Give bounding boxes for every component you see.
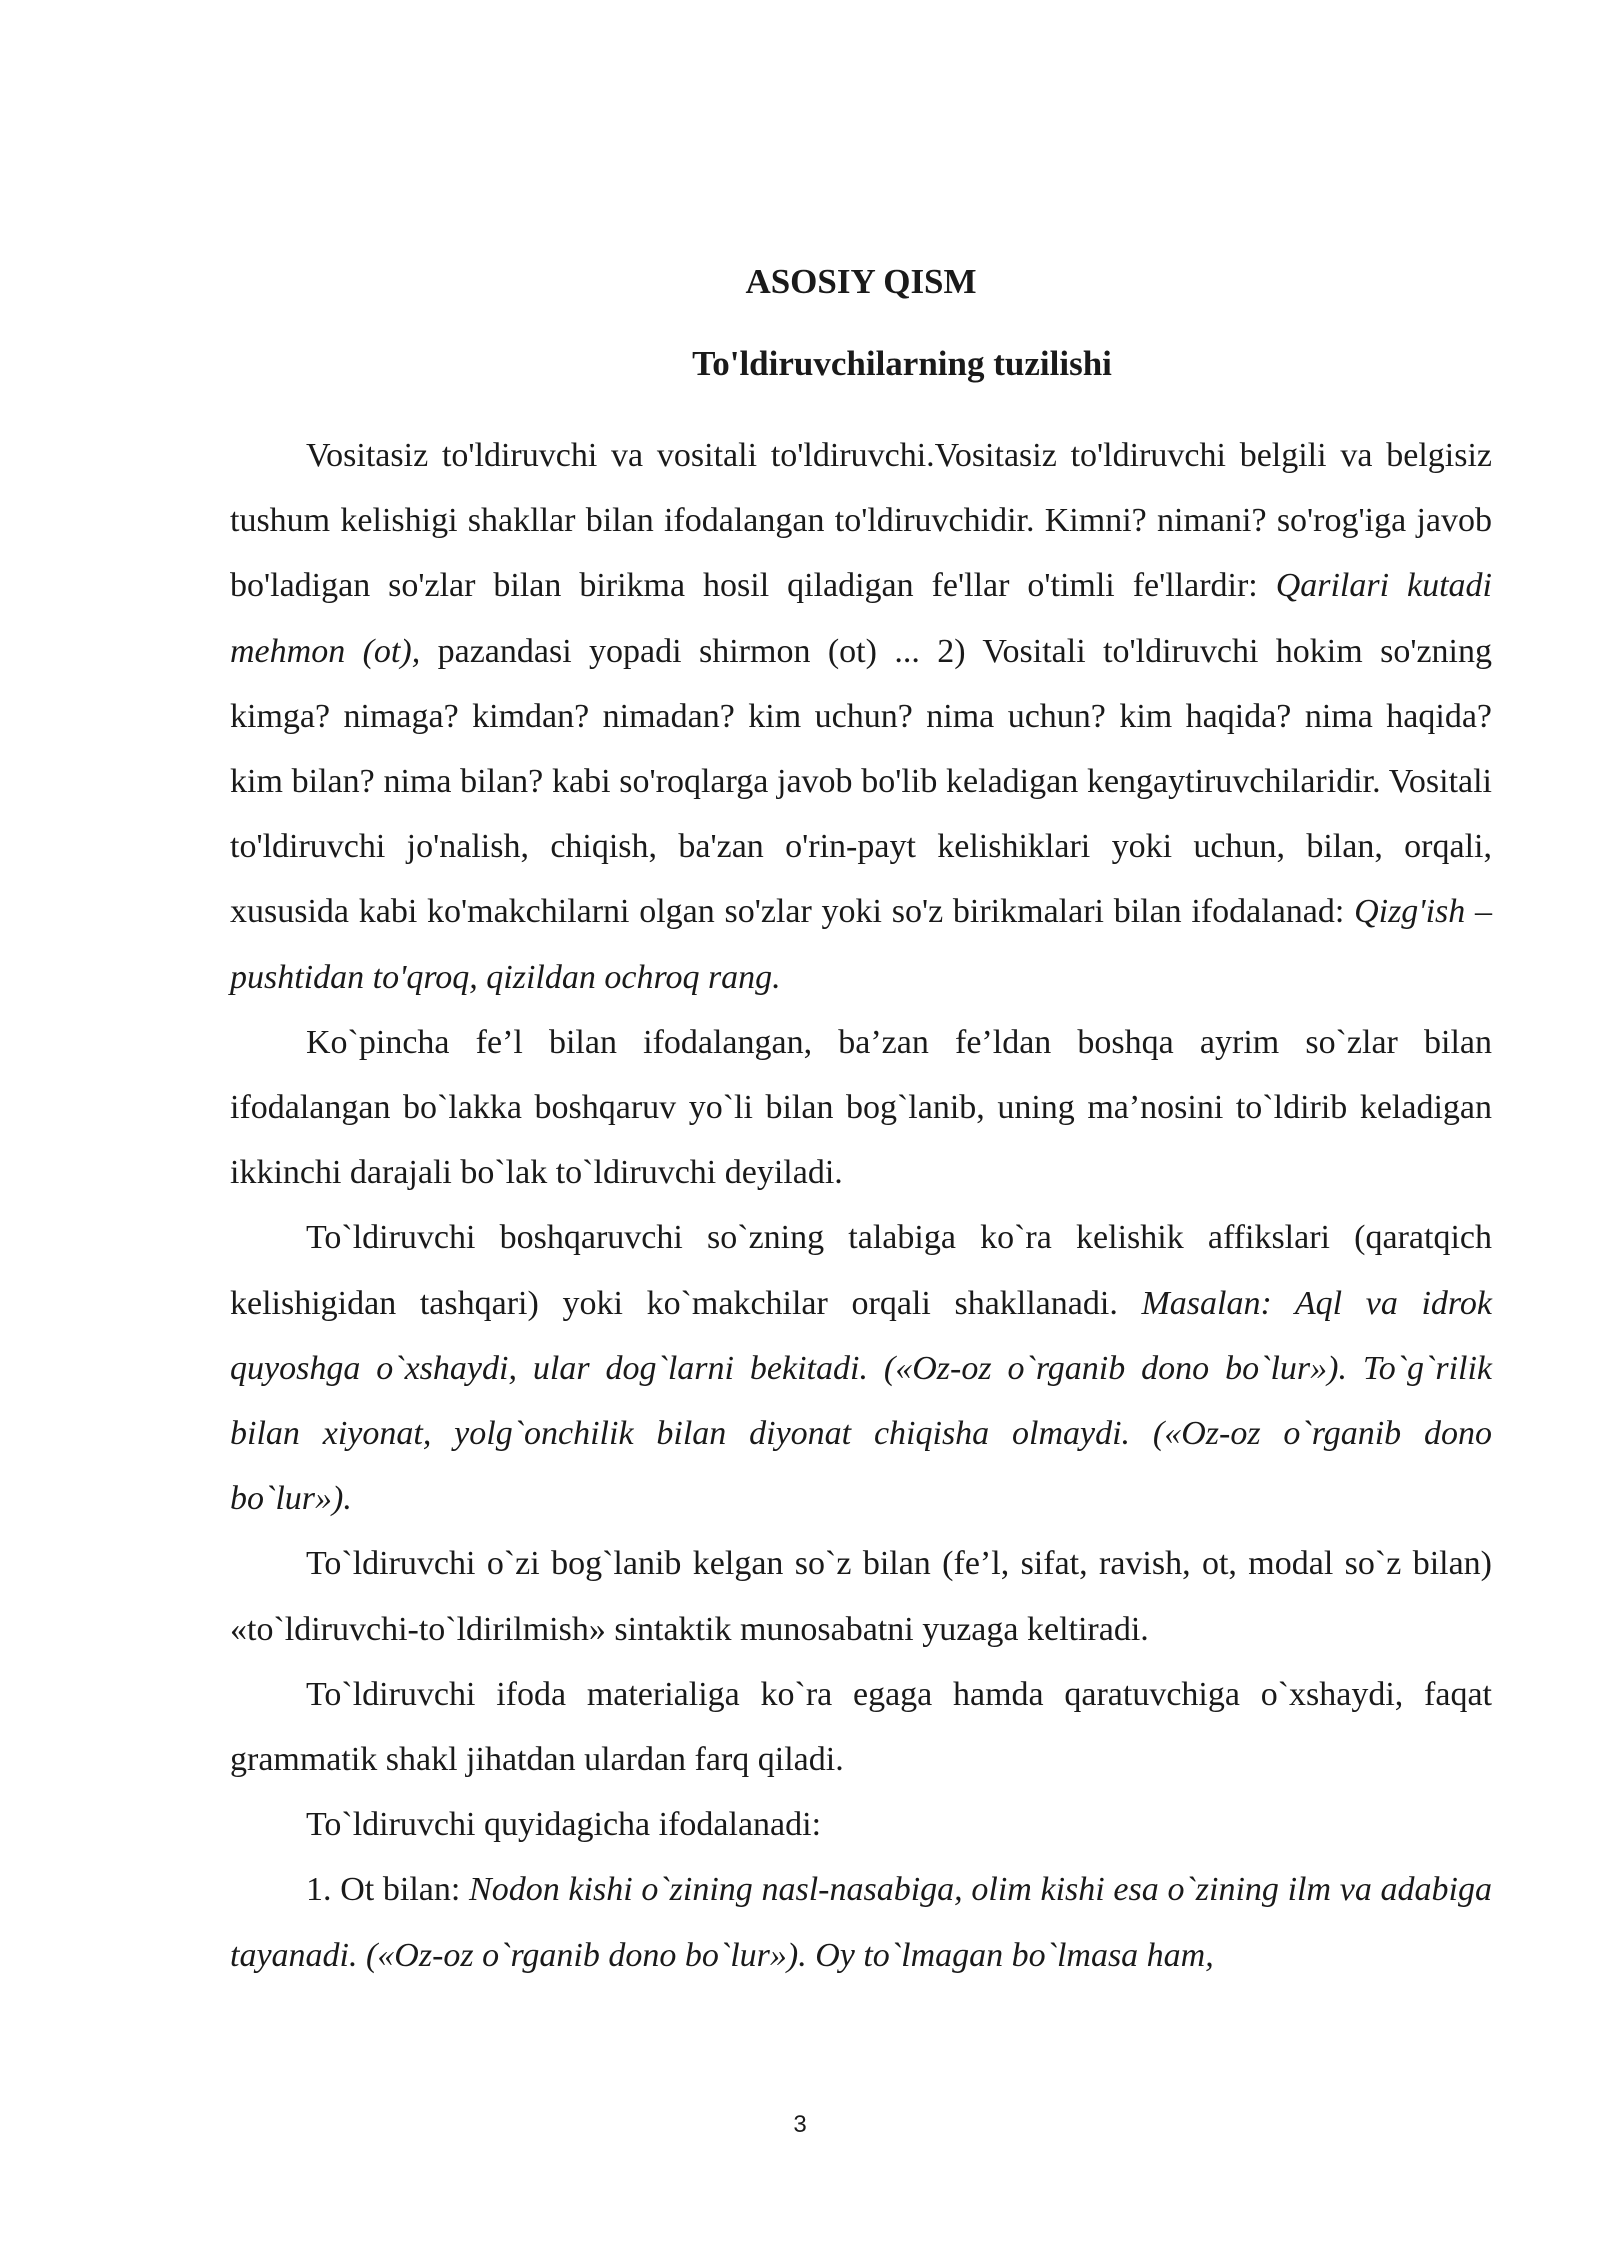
italic-example: Qizg'ish – pushtidan to'qroq, qizildan ochroq rang. [230,893,1492,996]
text-run: To`ldiruvchi ifoda materialiga ko`ra egaga hamda qaratuvchiga o`xshaydi, faqat grammatik shakl jihatdan ulardan farq qiladi. [230,1675,1492,1779]
section-subtitle: To'ldiruvchilarning tuzilishi [692,344,1112,383]
paragraph [230,1662,1492,1792]
text-run: To`ldiruvchi quyidagicha ifodalanadi: [306,1806,822,1844]
paragraph [230,1857,1492,1987]
italic-example: Masalan: Aql va idrok quyoshga o`xshaydi, ular dog`larni bekitadi. («Oz-oz o`rganib dono bo`lur»). To`g`rilik bilan xiyonat, yolg`onchilik bilan diyonat chiqisha olmaydi. («Oz-oz o`rganib dono bo`lur»). [230,1284,1492,1518]
text-run: Ko`pincha fe’l bilan ifodalangan, ba’zan fe’ldan boshqa ayrim so`zlar bilan ifodalangan bo`lakka boshqaruv yo`li bilan bog`lanib, uning ma’nosini to`ldirib keladigan ikkinchi darajali bo`lak to`ldiruvchi deyiladi. [230,1023,1492,1192]
body-text [230,423,1492,1988]
text-run: To`ldiruvchi o`zi bog`lanib kelgan so`z bilan (fe’l, sifat, ravish, ot, modal so`z bilan) «to`ldiruvchi-to`ldirilmish» sintaktik munosabatni yuzaga keltiradi. [230,1545,1492,1648]
text-run: To`ldiruvchi boshqaruvchi so`zning talabiga ko`ra kelishik affikslari (qaratqich kelishigidan tashqari) yoki ko`makchilar orqali shakllanadi. [230,1219,1492,1322]
page-number: 3 [793,2111,807,2138]
italic-example: Qarilari kutadi mehmon (ot), [230,567,1492,670]
italic-example: Nodon kishi o`zining nasl-nasabiga, olim kishi esa o`zining ilm va adabiga tayanadi. («Oz-oz o`rganib dono bo`lur»). Oy to`lmagan bo`lmasa ham, [230,1871,1492,1974]
paragraph [230,1792,1492,1857]
paragraph [230,1010,1492,1206]
text-run: Vositasiz to'ldiruvchi va vositali to'ldiruvchi.Vositasiz to'ldiruvchi belgili va belgisiz tushum kelishigi shakllar bilan ifodalangan to'ldiruvchidir. Kimni? nimani? so'rog'iga javob bo'ladigan so'zlar bilan birikma hosil qiladigan fe'llar o'timli fe'llardir: [230,437,1492,605]
paragraph [230,423,1492,1010]
text-run: pazandasi yopadi shirmon (ot) ... 2) Vositali to'ldiruvchi hokim so'zning kimga? nimaga? kimdan? nimadan? kim uchun? nima uchun? kim haqida? nima haqida? kim bilan? nima bilan? kabi so'roqlarga javob bo'lib keladigan kengaytiruvchilaridir. Vositali to'ldiruvchi jo'nalish, chiqish, ba'zan o'rin-payt kelishiklari yoki uchun, bilan, orqali, xususida kabi ko'makchilarni olgan so'zlar yoki so'z birikmalari bilan ifodalanad: [230,632,1492,931]
section-title: ASOSIY QISM [745,262,977,301]
text-run: 1. Ot bilan: [306,1871,470,1909]
paragraph [230,1531,1492,1661]
paragraph [230,1205,1492,1531]
